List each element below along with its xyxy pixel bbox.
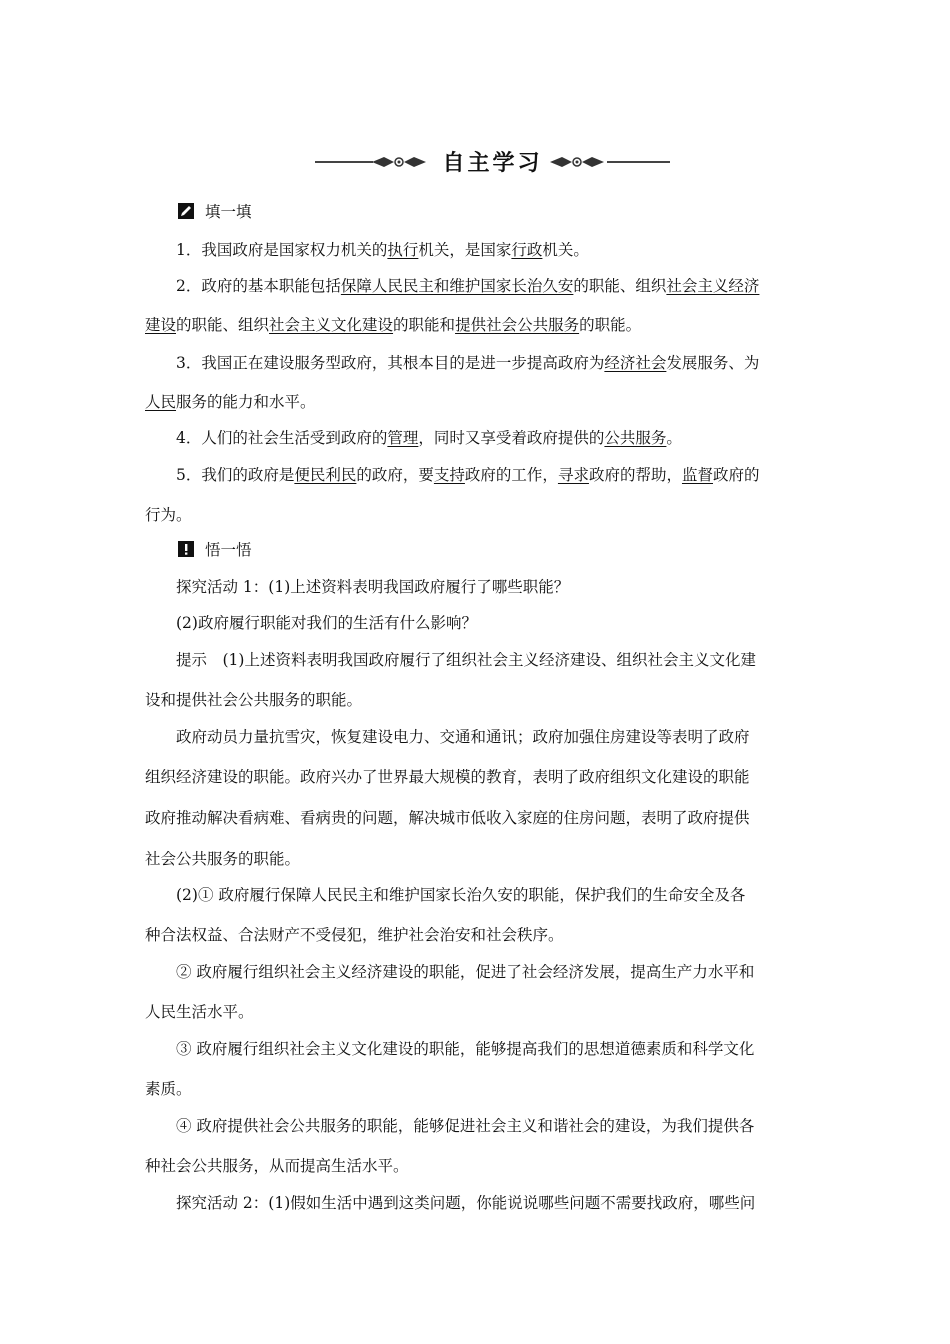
page-title: 自主学习	[442, 151, 543, 176]
fill-item-1: 1．我国政府是国家权力机关的执行机关，是国家行政机关。	[176, 241, 589, 259]
title-left-rule	[315, 161, 373, 163]
answer-2-line-5: ③ 政府履行组织社会主义文化建设的职能，能够提高我们的思想道德素质和科学文化	[176, 1040, 755, 1058]
answer-2-line-4: 人民生活水平。	[145, 1003, 254, 1021]
section-label-reflect: 悟一悟	[205, 541, 252, 559]
fill-item-3-cont: 人民服务的能力和水平。	[145, 393, 316, 411]
answer-2-line-2: 种合法权益、合法财产不受侵犯，维护社会治安和社会秩序。	[145, 926, 564, 944]
activity-1-q1: 探究活动 1：(1)上述资料表明我国政府履行了哪些职能？	[176, 578, 570, 596]
hint-line-6: 社会公共服务的职能。	[145, 850, 301, 868]
activity-2-q1: 探究活动 2：(1)假如生活中遇到这类问题，你能说说哪些问题不需要找政府，哪些问	[176, 1194, 756, 1212]
activity-1-q2: (2)政府履行职能对我们的生活有什么影响？	[176, 614, 477, 632]
hint-line-2: 设和提供社会公共服务的职能。	[145, 691, 363, 709]
answer-2-line-7: ④ 政府提供社会公共服务的职能，能够促进社会主义和谐社会的建设，为我们提供各	[176, 1117, 755, 1135]
answer-2-line-8: 种社会公共服务，从而提高生活水平。	[145, 1157, 409, 1175]
answer-2-line-3: ② 政府履行组织社会主义经济建设的职能，促进了社会经济发展，提高生产力水平和	[176, 963, 755, 981]
left-ornament-icon	[372, 155, 426, 169]
hint-line-5: 政府推动解决看病难、看病贵的问题，解决城市低收入家庭的住房问题，表明了政府提供	[145, 809, 750, 827]
fill-item-3: 3．我国正在建设服务型政府，其根本目的是进一步提高政府为经济社会发展服务、为	[176, 354, 760, 372]
section-label-fill: 填一填	[205, 203, 252, 221]
answer-2-line-6: 素质。	[145, 1080, 192, 1098]
fill-item-5: 5．我们的政府是便民利民的政府，要支持政府的工作，寻求政府的帮助，监督政府的	[176, 466, 760, 484]
fill-item-2: 2．政府的基本职能包括保障人民民主和维护国家长治久安的职能、组织社会主义经济	[176, 277, 760, 295]
right-ornament-icon	[550, 155, 604, 169]
fill-item-2-cont: 建设的职能、组织社会主义文化建设的职能和提供社会公共服务的职能。	[145, 316, 642, 334]
hint-line-3: 政府动员力量抗雪灾，恢复建设电力、交通和通讯；政府加强住房建设等表明了政府	[176, 728, 750, 746]
pencil-box-icon	[178, 203, 194, 219]
exclamation-box-icon	[178, 541, 194, 557]
fill-item-5-cont: 行为。	[145, 506, 192, 524]
title-right-rule	[607, 161, 670, 163]
section-title	[315, 146, 670, 178]
answer-2-line-1: (2)① 政府履行保障人民民主和维护国家长治久安的职能，保护我们的生命安全及各	[176, 886, 746, 904]
fill-item-4: 4．人们的社会生活受到政府的管理，同时又享受着政府提供的公共服务。	[176, 429, 682, 447]
hint-line-1: 提示 (1)上述资料表明我国政府履行了组织社会主义经济建设、组织社会主义文化建	[176, 651, 756, 669]
hint-line-4: 组织经济建设的职能。政府兴办了世界最大规模的教育，表明了政府组织文化建设的职能	[145, 768, 750, 786]
